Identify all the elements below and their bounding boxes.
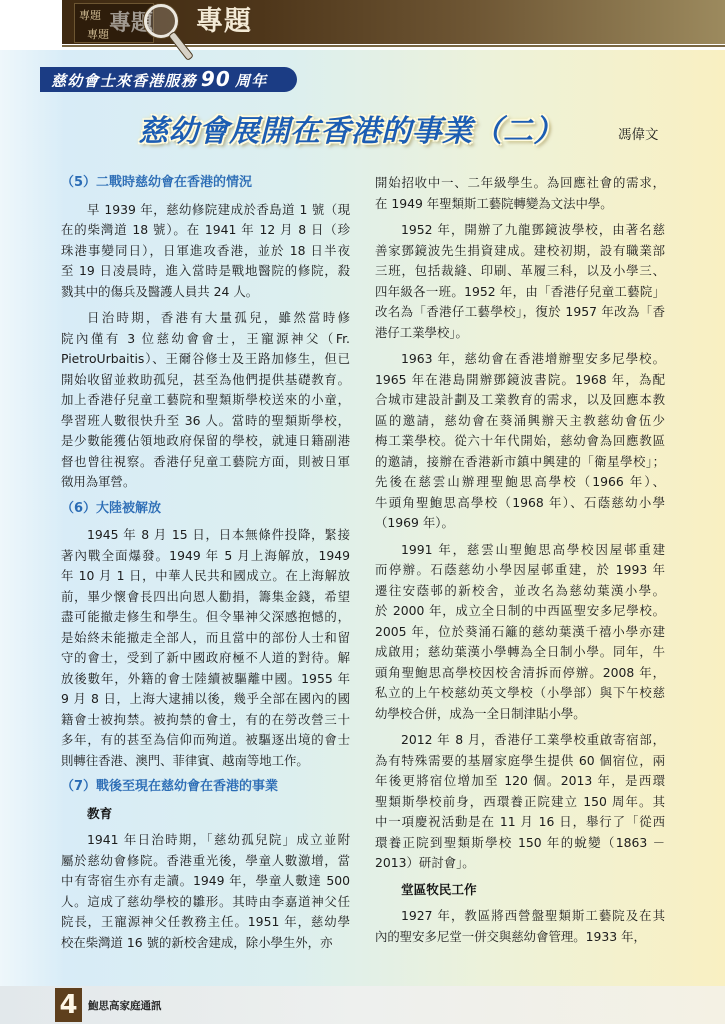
magnifier-handle: [168, 31, 194, 61]
text-line: 1963 年，慈幼會在香港增辦聖安多尼學校。: [401, 351, 665, 366]
text-line: 成啟用；慈幼葉漢小學轉為全日制小學。同年，牛: [375, 644, 665, 659]
text-line: 中有寄宿生亦有走讀。1949 年，學童人數達 500: [61, 873, 350, 888]
text-line: 在的柴灣道 18 號）。在 1941 年 12 月 8 日（珍: [61, 222, 350, 237]
text-line: 屬於慈幼會修院。香港重光後，學童人數激增，當: [61, 852, 350, 868]
anniversary-banner: [40, 67, 297, 92]
text-line: 2012 年 8 月，香港仔工業學校重啟寄宿部，: [401, 732, 665, 747]
text-line: 1945 年 8 月 15 日，日本無條件投降，緊接: [87, 527, 350, 542]
text-line: 牛頭角聖鮑思高學校（1968 年）、石蔭慈幼小學: [375, 494, 665, 510]
article-title: 慈幼會展開在香港的事業（二）: [138, 114, 564, 149]
text-line: 日治時期，香港有大量孤兒，雖然當時修: [87, 310, 350, 325]
paragraph: [375, 730, 665, 874]
text-line: 至 19 日凌晨時，進入當時是戰地醫院的修院，殺: [61, 263, 350, 278]
section-heading: （6）大陸被解放: [61, 500, 162, 516]
text-line: 開始招收中一、二年級學生。為回應社會的需求，: [375, 175, 665, 190]
text-line: 是始終未能撤走全部人，而且當中的部份人士和留: [61, 629, 350, 645]
text-line: 合城市建設計劃及工業教育的需求，以及回應本教: [375, 392, 665, 407]
text-line: 1952 年，開辦了九龍鄧鏡波學校，由著名慈: [401, 222, 665, 237]
text-line: 年後更將宿位增加至 120 個。2013 年，是西環: [375, 773, 665, 788]
paragraph: [61, 200, 350, 303]
logo-lettering-bottom: 專題: [87, 28, 109, 41]
text-line: 先後在慈雲山辦理聖鮑思高學校（1966 年）、: [375, 474, 665, 489]
logo-lettering-large: 專題: [109, 10, 154, 36]
text-line: 加上香港仔兒童工藝院和聖類斯學校送來的小童，: [61, 392, 350, 407]
text-line: 梅工業學校。從六十年代開始，慈幼會為回應教區: [375, 433, 665, 448]
text-line: 督也曾往視察。香港仔兒童工藝院方面，則被日軍: [61, 453, 350, 469]
text-line: 私立的上午校慈幼英文學校（小學部）與下午校慈: [375, 685, 665, 700]
text-line: PietroUrbaitis）、王爾谷修士及王路加修生，但已: [61, 351, 350, 366]
text-line: 中一項慶祝活動是在 11 月 16 日，舉行了「從西: [375, 814, 665, 829]
text-line: 區的邀請，慈幼會在葵涌興辦天主教慈幼會伍少: [375, 412, 665, 428]
text-line: 學習班人數很快升至 36 人。當時的聖類斯學校，: [61, 412, 350, 428]
text-line: 盡可能撤走修生和學生。但令畢神父深感抱憾的，: [61, 609, 350, 624]
text-line: 為有特殊需要的基層家庭學生提供 60 個宿位，兩: [375, 752, 665, 768]
text-line: 港仔工業學校」。: [375, 324, 468, 340]
text-line: 改名為「香港仔工藝學校」，復於 1957 年改為「香: [375, 304, 665, 319]
text-line: 則轉往香港、澳門、菲律賓、越南等地工作。: [61, 752, 309, 768]
text-line: 校在柴灣道 16 號的新校舍建成，除小學生外，亦: [61, 934, 333, 950]
text-line: 聖類斯學校前身，西環養正院建立 150 周年。其: [375, 793, 665, 809]
text-column-left: [61, 173, 350, 953]
text-line: 遷往安蔭邨的新校舍，並改名為慈幼葉漢小學。: [375, 582, 665, 598]
banner-suffix: 周年: [235, 72, 268, 90]
text-line: 院長，王寵源神父任教務主任。1951 年，慈幼學: [61, 914, 350, 929]
text-line: 在 1949 年聖類斯工藝院轉變為文法中學。: [375, 195, 613, 211]
text-line: 9 月 8 日，上海大逮捕以後，幾乎全部在國內的國: [61, 691, 350, 706]
text-line: 內的聖安多尼堂一併交與慈幼會管理。1933 年，: [375, 928, 646, 944]
text-line: 頭角聖鮑思高學校因校舍清拆而停辦。2008 年，: [375, 664, 665, 680]
text-line: 放後數年，外籍的會士陸續被驅離中國。1955 年: [61, 670, 350, 686]
text-line: 珠港事變同日），日軍進攻香港，並於 18 日半夜: [61, 242, 350, 258]
text-line: 籍會士被拘禁。被拘禁的會士，有的在勞改營三十: [61, 711, 350, 727]
paragraph: [375, 220, 665, 343]
section-heading: （7）戰後至現在慈幼會在香港的事業: [61, 779, 279, 794]
text-line: 環養正院到聖類斯學校 150 年的蛻變（1863 －: [375, 834, 665, 850]
text-line: 是少數能獲佔領地政府保留的學校，就連日籍副港: [61, 433, 350, 448]
text-line: 戮其中的傷兵及醫護人員共 24 人。: [61, 283, 259, 299]
text-line: 著內戰全面爆發。1949 年 5 月上海解放，1949: [61, 547, 350, 563]
subsection-heading: 教育: [87, 805, 113, 821]
page-number: 4: [55, 988, 82, 1022]
text-line: 2005 年，位於葵涌石籬的慈幼葉漢千禧小學亦建: [375, 623, 665, 639]
text-column-right: [375, 173, 665, 947]
text-line: 1927 年，教區將西營盤聖類斯工藝院及在其: [401, 908, 665, 923]
paragraph: [375, 173, 665, 214]
text-line: 於 2000 年，成立全日制的中西區聖安多尼學校。: [375, 603, 665, 618]
text-line: 開始收留並救助孤兒，甚至為他們提供基礎教育。: [61, 371, 350, 387]
text-line: 1965 年在港島開辦鄧鏡波書院。1968 年，為配: [375, 371, 665, 387]
text-line: 1991 年，慈雲山聖鮑思高學校因屋邨重建: [401, 541, 665, 557]
text-line: 2013）研討會」。: [375, 855, 475, 870]
text-line: 前，畢少懷會長四出向恩人勸捐，籌集金錢，希望: [61, 588, 350, 604]
text-line: 善家鄧鏡波先生捐資建成。建校初期，設有職業部: [375, 242, 665, 258]
text-line: 幼學校合併，成為一全日制津貼小學。: [375, 705, 586, 721]
paragraph: [375, 906, 665, 947]
paragraph: [61, 830, 350, 953]
banner-text: 慈幼會士來香港服務: [51, 72, 197, 90]
text-line: 1941 年日治時期，「慈幼孤兒院」成立並附: [87, 832, 350, 847]
section-heading: （5）二戰時慈幼會在香港的情況: [61, 175, 253, 190]
text-line: （1969 年）。: [375, 515, 454, 530]
text-line: 年 10 月 1 日，中華人民共和國成立。在上海解放: [61, 568, 350, 583]
paragraph: [61, 525, 350, 771]
text-line: 徵用為軍營。: [61, 474, 136, 489]
paragraph: [61, 308, 350, 493]
banner-number: 90: [200, 67, 232, 91]
text-line: 人。這成了慈幼學校的雛形。其時由李嘉道神父任: [61, 893, 350, 909]
publication-name: 鮑思高家庭通訊: [88, 1000, 162, 1012]
text-line: 院內僅有 3 位慈幼會會士，王寵源神父（Fr.: [61, 330, 350, 346]
text-line: 早 1939 年，慈幼修院建成於香島道 1 號（現: [87, 201, 350, 217]
magnifier-icon: [140, 2, 196, 64]
text-line: 多年，有的甚至為信仰而殉道。被驅逐出境的會士: [61, 732, 350, 747]
paragraph: [375, 540, 665, 725]
paragraph: [375, 349, 665, 534]
text-line: 四年級各一班。1952 年，由「香港仔兒童工藝院」: [375, 283, 665, 299]
text-line: 三班，包括裁縫、印刷、革履三科，以及小學三、: [375, 263, 665, 278]
text-line: 而停辦。石蔭慈幼小學因屋邨重建，於 1993 年: [375, 562, 665, 577]
article-author: 馮偉文: [618, 127, 659, 143]
subsection-heading: 堂區牧民工作: [401, 881, 477, 897]
section-title: 專題: [196, 6, 252, 37]
logo-lettering-top: 專題: [79, 9, 101, 22]
text-line: 的邀請，接辦在香港新市鎮中興建的「衛星學校」；: [375, 453, 665, 469]
text-line: 守的會士，受到了新中國政府極不人道的對待。解: [61, 650, 350, 665]
